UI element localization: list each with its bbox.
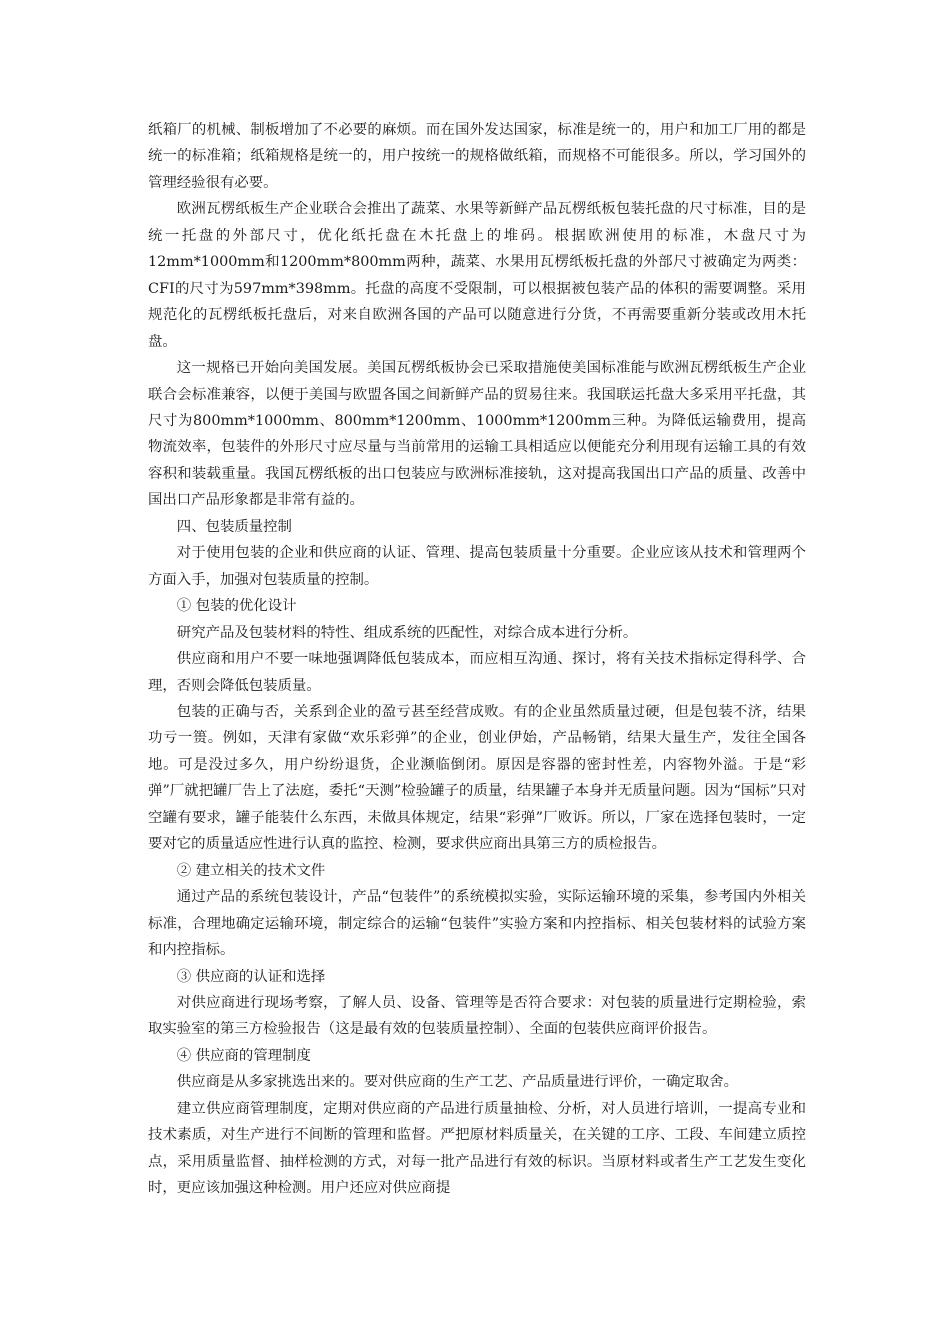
subheading-supplier-management: ④ 供应商的管理制度 [176,1047,311,1064]
paragraph-supplier-communication: 供应商和用户不要一味地强调降低包装成本，而应相互沟通、探讨，将有关技术指标定得科学、合理，否则会降低包装质量。 [148,651,806,694]
paragraph-carton-standards: 纸箱厂的机械、制板增加了不必要的麻烦。而在国外发达国家，标准是统一的，用户和加工厂用的都是统一的标准箱；纸箱规格是统一的，用户按统一的规格做纸箱，而规格不可能很多。所以，学习国外的管理经验很有必要。 [148,122,806,191]
paragraph-technical-documents: 通过产品的系统包装设计，产品“包装件”的系统模拟实验，实际运输环境的采集，参考国内外相关标准，合理地确定运输环境，制定综合的运输“包装件”实验方案和内控指标、相关包装材料的试验方案和内控指标。 [148,889,806,959]
paragraph-supplier-selection: 供应商是从多家挑选出来的。要对供应商的生产工艺、产品质量进行评价，一确定取舍。 [176,1074,739,1091]
paragraph-supplier-management-system: 建立供应商管理制度，定期对供应商的产品进行质量抽检、分析，对人员进行培训，一提高专业和技术素质，对生产进行不间断的管理和监督。严把原材料质量关，在关键的工序、工段、车间建立质控点，采用质量监督、抽样检测的方式，对每一批产品进行有效的标识。当原材料或者生产工艺发生变化时，更应该加强这种检测。用户还应对供应商提 [148,1100,806,1197]
subheading-technical-documents: ② 建立相关的技术文件 [176,862,326,879]
paragraph-us-standard: 这一规格已开始向美国发展。美国瓦楞纸板协会已采取措施使美国标准能与欧洲瓦楞纸板生产企业联合会标准兼容，以便于美国与欧盟各国之间新鲜产品的贸易往来。我国联运托盘大多采用平托盘，其尺寸为800mm*1000mm、800mm*1200mm、1000mm*1200mm三种。为降低运输费用，提高物流效率，包装件的外形尺寸应尽量与当前常用的运输工具相适应以便能充分利用现有运输工具的有效容积和装载重量。我国瓦楞纸板的出口包装应与欧洲标准接轨，这对提高我国出口产品的质量、改善中国出口产品形象都是非常有益的。 [148,360,806,509]
paragraph-supplier-certification: 对供应商进行现场考察，了解人员、设备、管理等是否符合要求：对包装的质量进行定期检验，索取实验室的第三方检验报告（这是最有效的包装质量控制）、全面的包装供应商评价报告。 [148,994,806,1038]
document-page [148,117,806,1202]
subheading-supplier-certification: ③ 供应商的认证和选择 [176,968,326,985]
subheading-optimized-design: ① 包装的优化设计 [176,598,297,615]
paragraph-european-pallet-standard: 欧洲瓦楞纸板生产企业联合会推出了蔬菜、水果等新鲜产品瓦楞纸板包装托盘的尺寸标准，目的是统一托盘的外部尺寸，优化纸托盘在木托盘上的堆码。根据欧洲使用的标准，木盘尺寸为12mm*1000mm和1200mm*800mm两种，蔬菜、水果用瓦楞纸板托盘的外部尺寸被确定为两类：CFI的尺寸为597mm*398mm。托盘的高度不受限制，可以根据被包装产品的体积的需要调整。采用规范化的瓦楞纸板托盘后，对来自欧洲各国的产品可以随意进行分货，不再需要重新分装或改用木托盘。 [148,201,806,350]
paragraph-quality-intro: 对于使用包装的企业和供应商的认证、管理、提高包装质量十分重要。企业应该从技术和管理两个方面入手，加强对包装质量的控制。 [148,545,806,588]
paragraph-material-analysis: 研究产品及包装材料的特性、组成系统的匹配性，对综合成本进行分析。 [176,624,638,641]
section-heading-quality-control: 四、包装质量控制 [176,518,292,535]
paragraph-case-study: 包装的正确与否，关系到企业的盈亏甚至经营成败。有的企业虽然质量过硬，但是包装不济，结果功亏一篑。例如，天津有家做“欢乐彩弹”的企业，创业伊始，产品畅销，结果大量生产，发往全国各地。可是没过多久，用户纷纷退货，企业濒临倒闭。原因是容器的密封性差，内容物外溢。于是“彩弹”厂就把罐厂告上了法庭，委托“天测”检验罐子的质量，结果罐子本身并无质量问题。因为“国标”只对空罐有要求，罐子能装什么东西，未做具体规定，结果“彩弹”厂败诉。所以，厂家在选择包装时，一定要对它的质量适应性进行认真的监控、检测，要求供应商出具第三方的质检报告。 [148,703,806,853]
